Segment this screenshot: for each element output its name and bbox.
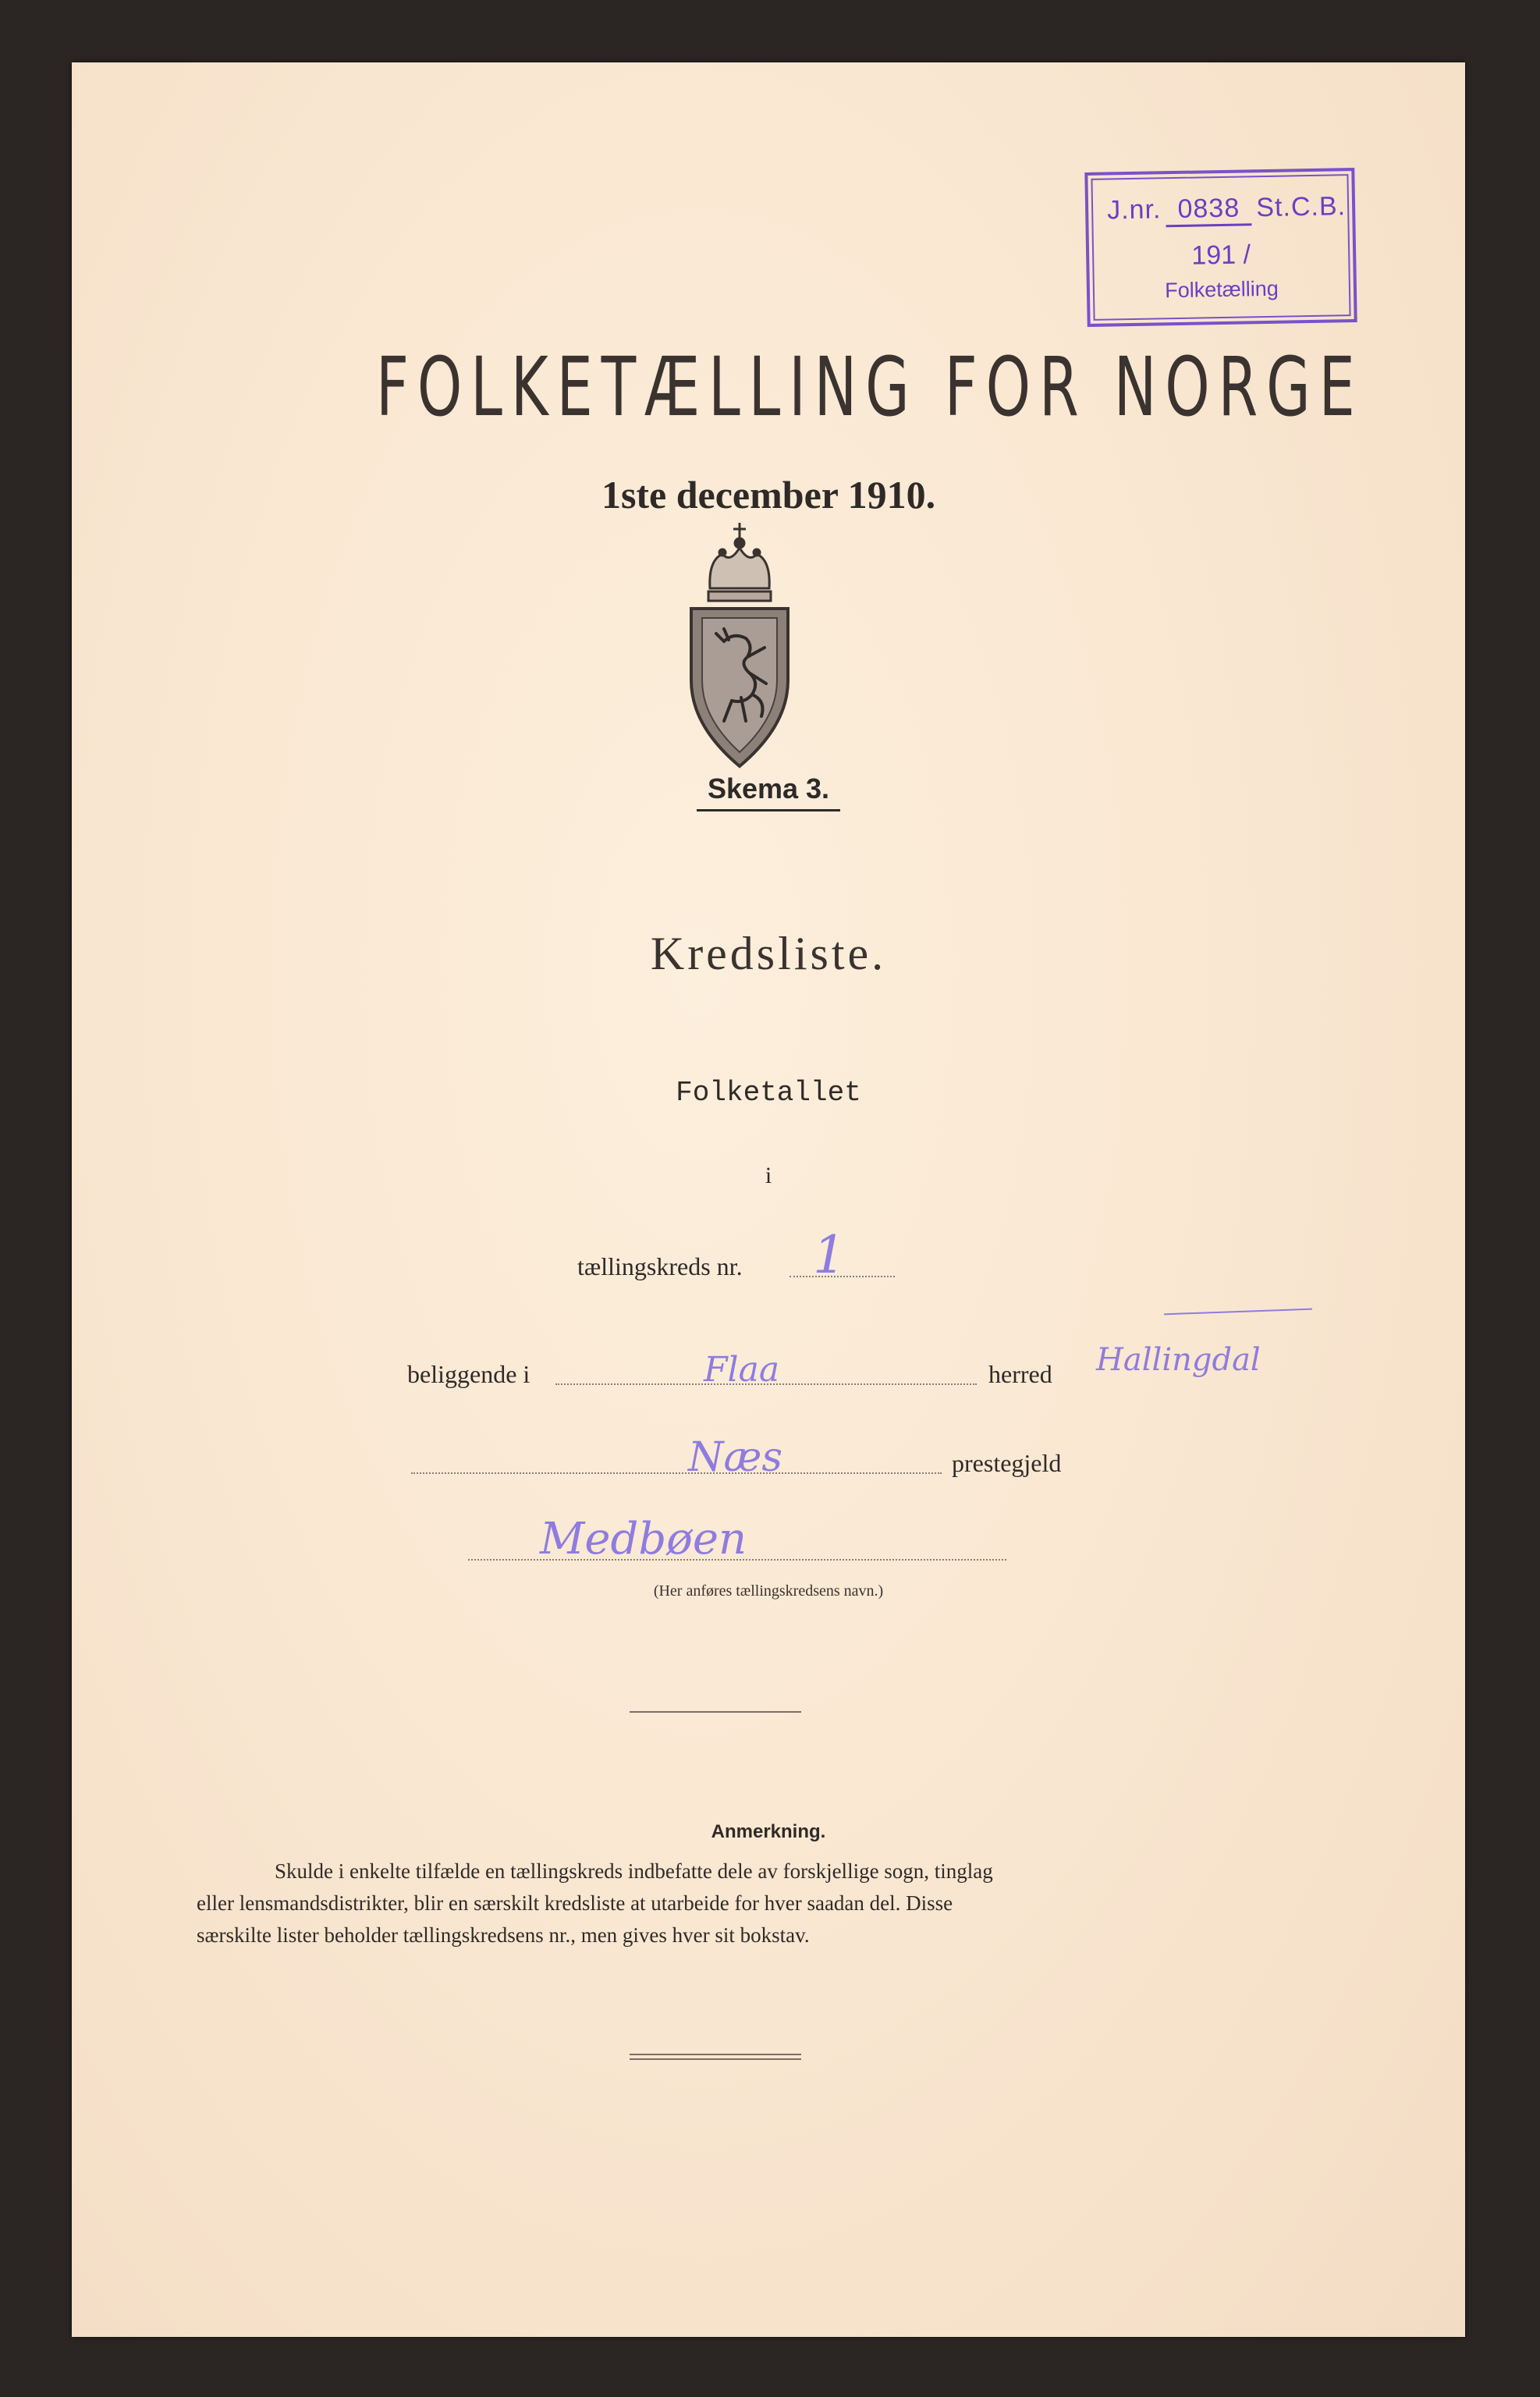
remark-line-2: eller lensmandsdistrikter, blir en særskilt kredsliste at utarbeide for hver saadan del. Disse: [197, 1891, 953, 1915]
herred-value: Flaa: [704, 1350, 780, 1390]
prestegjeld-label: prestegjeld: [952, 1449, 1062, 1477]
population-label: Folketallet: [676, 1077, 861, 1109]
region-note: Hallingdal: [1096, 1342, 1261, 1378]
stamp-year: 191 /: [1191, 240, 1251, 271]
kreds-name-value: Medbøen: [540, 1514, 747, 1564]
remark-title: Anmerkning.: [711, 1821, 826, 1842]
remark-line-1: Skulde i enkelte tilfælde en tællingskreds indbefatte dele av forskjellige sogn, tinglag: [275, 1859, 993, 1883]
region-note-stroke: [1164, 1309, 1312, 1316]
stamp-journal-line: [1107, 191, 1347, 228]
separator-line: [630, 1711, 801, 1713]
prestegjeld-line: [411, 1472, 942, 1474]
census-form-page: [72, 62, 1465, 2337]
stamp-label: Folketælling: [1164, 276, 1279, 303]
remark-line-3: særskilte lister beholder tællingskredsens nr., men gives hver sit bokstav.: [197, 1923, 810, 1947]
stamp-suffix: St.C.B.: [1256, 191, 1347, 223]
bottom-double-rule-bottom: [630, 2058, 801, 2060]
schema-label: Skema 3.: [697, 772, 840, 811]
stamp-number: 0838: [1166, 193, 1252, 227]
bottom-double-rule-top: [630, 2054, 801, 2055]
prestegjeld-value: Næs: [688, 1434, 783, 1481]
district-number-label: tællingskreds nr.: [577, 1252, 743, 1280]
census-date: 1ste december 1910.: [601, 473, 936, 517]
registry-stamp: [1084, 168, 1357, 327]
coat-of-arms-icon: [685, 517, 794, 778]
preposition-i: i: [765, 1163, 772, 1188]
remark-text: [197, 1855, 1343, 1951]
document-heading: Kredsliste.: [650, 928, 887, 979]
herred-label: herred: [988, 1360, 1052, 1388]
kreds-name-note: (Her anføres tællingskredsens navn.): [653, 1582, 884, 1600]
page-title: FOLKETÆLLING FOR NORGE: [376, 339, 1364, 435]
schema-number: [72, 772, 1465, 805]
district-number-value: 1: [813, 1225, 846, 1285]
location-label: beliggende i: [407, 1360, 530, 1388]
stamp-prefix: J.nr.: [1106, 194, 1162, 225]
